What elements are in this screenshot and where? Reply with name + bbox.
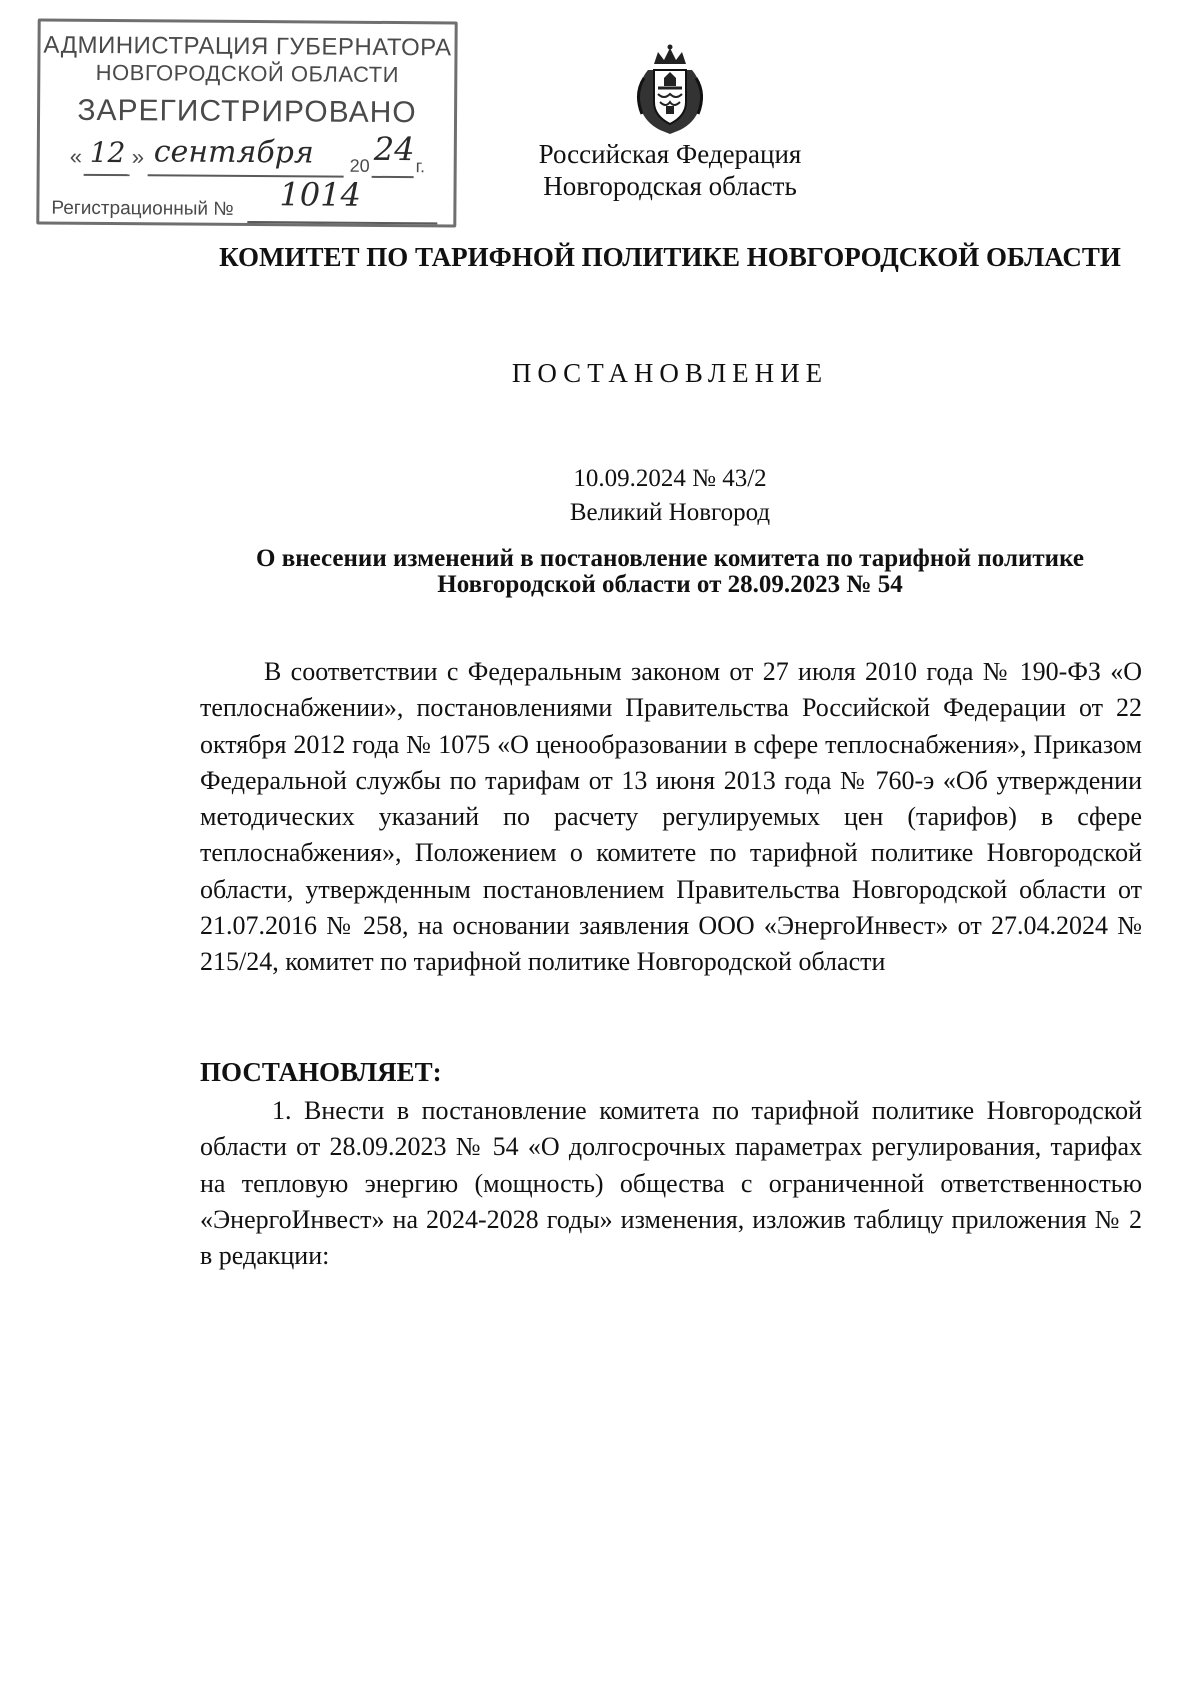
stamp-date-row — [68, 129, 438, 185]
stamp-day: 12 — [89, 135, 126, 170]
document-subject — [190, 546, 1150, 598]
date-and-number-block — [370, 462, 970, 530]
stamp-org-line1: АДМИНИСТРАЦИЯ ГУБЕРНАТОРА — [43, 31, 452, 62]
decides-heading: ПОСТАНОВЛЯЕТ: — [200, 1057, 442, 1087]
registration-stamp — [36, 19, 457, 228]
stamp-registered: ЗАРЕГИСТРИРОВАНО — [77, 93, 417, 130]
stamp-month: сентября — [153, 134, 314, 171]
coat-of-arms-icon — [630, 44, 710, 136]
stamp-reg-label: Регистрационный № — [51, 197, 234, 220]
stamp-quote-close: » — [131, 144, 145, 170]
stamp-quote-open: « — [69, 143, 83, 169]
header-federation — [470, 138, 870, 202]
item-1-paragraph: 1. Внести в постановление комитета по тарифной политике Новгородской области от 28.09.2023 № 54 «О долгосрочных параметрах регулирования, тарифах на тепловую энергию (мощность) общества с ограниченной ответственностью «ЭнергоИнвест» на 2024-2028 годы» изменения, изложив таблицу приложения № 2 в редакции: — [200, 1096, 1142, 1271]
stamp-reg-number: 1014 — [279, 175, 362, 214]
city-name: Великий Новгород — [569, 499, 771, 526]
committee-title: КОМИТЕТ ПО ТАРИФНОЙ ПОЛИТИКЕ НОВГОРОДСКОЙ ОБЛАСТИ — [219, 242, 1121, 272]
region-name: Новгородская область — [543, 171, 797, 201]
document-type: ПОСТАНОВЛЕНИЕ — [511, 358, 829, 388]
subject-line1: О внесении изменений в постановление комитета по тарифной политике — [256, 545, 1084, 572]
stamp-year-abbr: г. — [415, 156, 426, 177]
stamp-reg-row — [51, 175, 441, 225]
date-number: 10.09.2024 № 43/2 — [573, 465, 767, 492]
stamp-year-suffix: 24 — [373, 129, 415, 169]
preamble-paragraph: В соответствии с Федеральным законом от 27 июля 2010 года № 190-ФЗ «О теплоснабжении», постановлениями Правительства Российской Федерации от 22 октября 2012 года № 1075 «О ценообразовании в сфере теплоснабжения», Приказом Федеральной службы по тарифам от 13 июня 2013 года № 760-э «Об утверждении методических указаний по расчету регулируемых цен (тарифов) в сфере теплоснабжения», Положением о комитете по тарифной политике Новгородской области, утвержденным постановлением Правительства Новгородской области от 21.07.2016 № 258, на основании заявления ООО «ЭнергоИнвест» от 27.04.2024 № 215/24, комитет по тарифной политике Новгородской области — [200, 657, 1142, 977]
stamp-org-line2: НОВГОРОДСКОЙ ОБЛАСТИ — [95, 59, 400, 88]
subject-line2: Новгородской области от 28.09.2023 № 54 — [437, 571, 903, 598]
country-name: Российская Федерация — [538, 139, 802, 169]
stamp-year-prefix: 20 — [349, 155, 370, 176]
